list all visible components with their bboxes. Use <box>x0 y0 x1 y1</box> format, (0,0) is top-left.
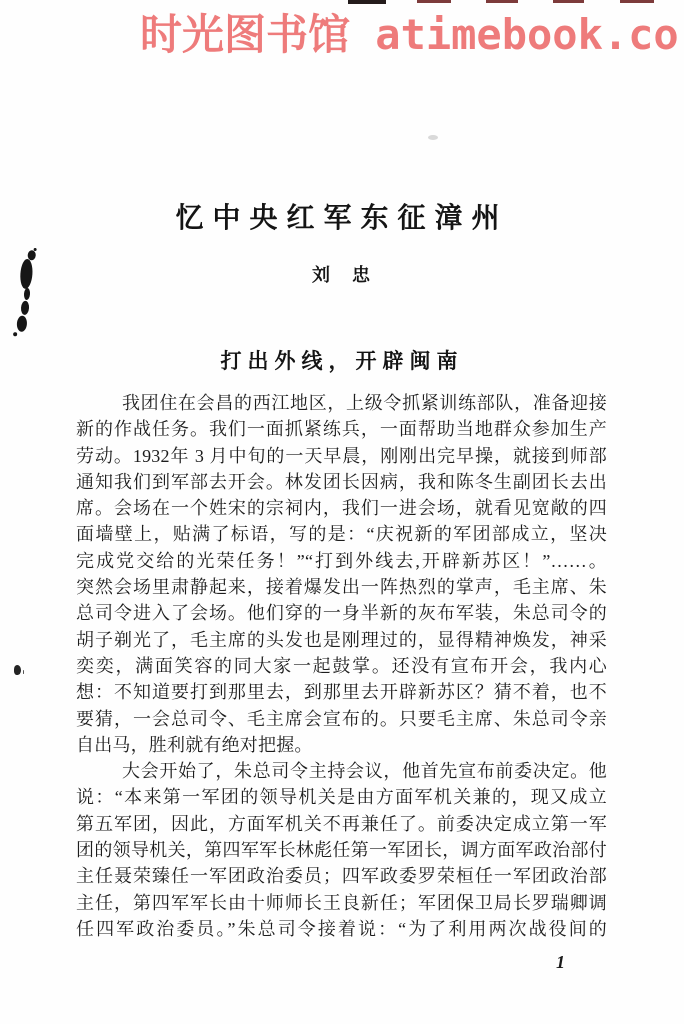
faint-speck <box>428 135 438 140</box>
article-title: 忆中央红军东征漳州 <box>175 203 509 234</box>
body-line: 完成党交给的光荣任务！”“打到外线去,开辟新苏区！”……。 <box>76 550 607 571</box>
dash-mark <box>417 0 451 3</box>
body-line: 要猜，一会总司令、毛主席会宣布的。只要毛主席、朱总司令亲 <box>76 708 607 729</box>
dash-mark <box>620 0 654 3</box>
body-line: 第五军团，因此，方面军机关不再兼任了。前委决定成立第一军 <box>76 813 607 834</box>
page-number: 1 <box>556 952 565 972</box>
body-line: 主任聂荣臻任一军团政治委员；四军政委罗荣桓任一军团政治部 <box>76 866 607 887</box>
ink-speck <box>14 665 21 675</box>
section-heading: 打出外线，开辟闽南 <box>220 349 464 373</box>
body-line: 通知我们到军部去开会。林发团长因病，我和陈冬生副团长去出 <box>76 471 607 492</box>
body-line: 团的领导机关，第四军军长林彪任第一军团长，调方面军政治部付 <box>76 840 607 861</box>
body-line: 奕奕，满面笑容的同大家一起鼓掌。还没有宣布开会，我内心 <box>76 655 607 676</box>
body-line: 胡子剃光了，毛主席的头发也是刚理过的，显得精神焕发，神采 <box>76 629 607 650</box>
watermark: 时光图书馆 atimebook.co <box>140 10 679 59</box>
body-line: 劳动。1932年 3 月中旬的一天早晨，刚刚出完早操，就接到师部 <box>76 445 607 466</box>
article-author: 刘 忠 <box>312 265 372 285</box>
dash-mark <box>553 0 584 3</box>
body-line: 自出马，胜利就有绝对把握。 <box>76 734 313 755</box>
article-body <box>76 390 607 942</box>
dash-mark <box>486 0 518 3</box>
body-line: 席。会场在一个姓宋的宗祠内，我们一进会场，就看见宽敞的四 <box>76 498 607 519</box>
body-line: 大会开始了，朱总司令主持会议，他首先宣布前委决定。他 <box>122 761 607 782</box>
body-line: 想：不知道要打到那里去，到那里去开辟新苏区？猜不着，也不 <box>76 682 607 703</box>
body-line: 总司令进入了会场。他们穿的一身半新的灰布军装，朱总司令的 <box>76 603 607 624</box>
body-line: 突然会场里肃静起来，接着爆发出一阵热烈的掌声，毛主席、朱 <box>76 577 607 598</box>
body-line: 说：“本来第一军团的领导机关是由方面军机关兼的，现又成立 <box>76 787 607 808</box>
body-line: 主任，第四军军长由十师师长王良新任；军团保卫局长罗瑞卿调 <box>76 892 607 913</box>
body-line: 我团住在会昌的西江地区，上级令抓紧训练部队，准备迎接 <box>122 393 607 413</box>
body-line: 面墙壁上，贴满了标语，写的是：“庆祝新的军团部成立，坚决 <box>76 524 607 545</box>
body-line: 新的作战任务。我们一面抓紧练兵，一面帮助当地群众参加生产 <box>76 419 607 440</box>
body-line: 任四军政治委员。”朱总司令接着说：“为了利用两次战役间的 <box>76 918 607 939</box>
dash-mark <box>348 0 386 4</box>
